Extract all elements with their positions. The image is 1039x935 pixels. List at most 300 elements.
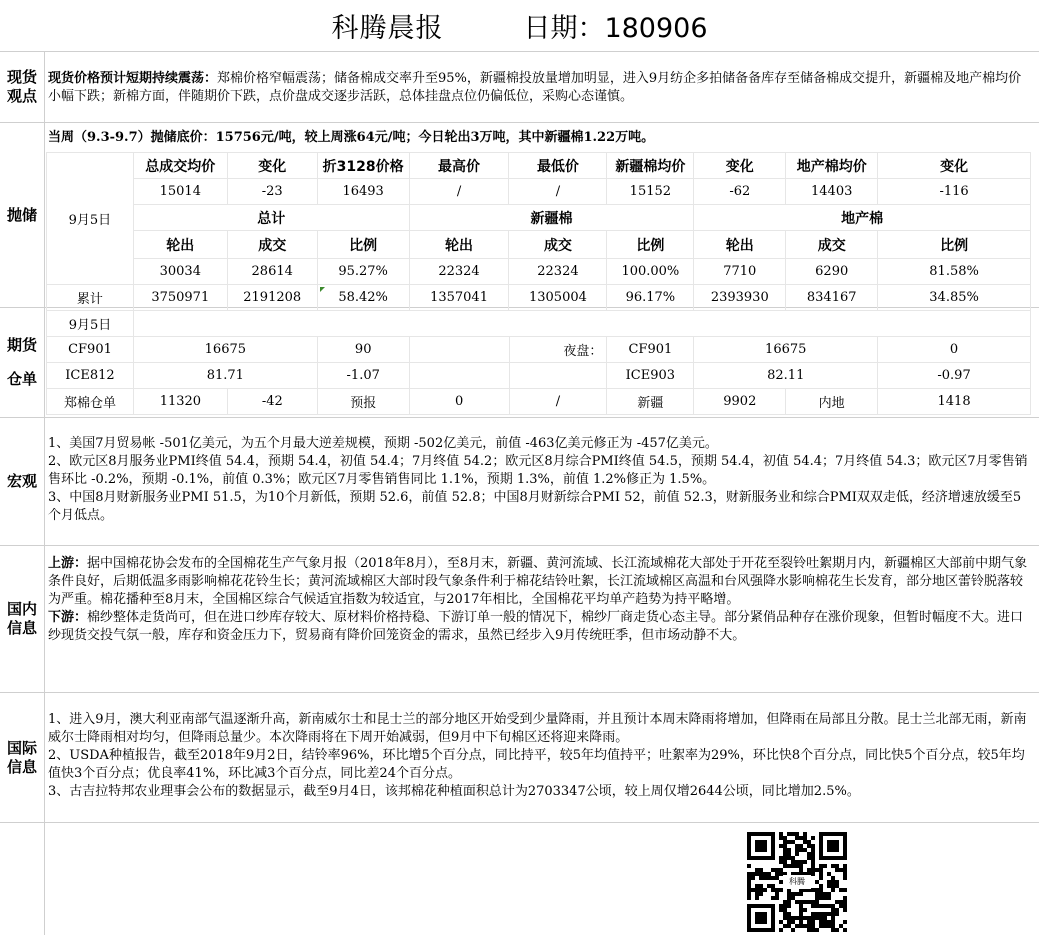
contract-name: CF901: [47, 337, 134, 363]
qr-module: [831, 884, 835, 888]
qr-module: [827, 924, 831, 928]
qr-module: [779, 860, 783, 864]
futures-table: [46, 310, 1031, 415]
qr-module: [747, 888, 751, 892]
qr-module: [823, 864, 827, 868]
sub-header: 比例: [878, 231, 1031, 259]
qr-module: [771, 868, 775, 872]
intl-label: 国际信息: [0, 693, 45, 822]
qr-module: [835, 868, 839, 872]
cum-value: 34.85%: [878, 285, 1031, 311]
qr-module: [843, 876, 847, 880]
qr-module: [803, 860, 807, 864]
cumulative-label: 累计: [47, 285, 134, 311]
qr-module: [799, 864, 803, 868]
contract-name: ICE812: [47, 363, 134, 389]
spot-section: [0, 52, 1039, 123]
contract-change: -0.97: [878, 363, 1031, 389]
night-label: 夜盘：: [509, 337, 607, 363]
reserve-section: [0, 123, 1039, 308]
qr-module: [843, 872, 847, 876]
futures-section: [0, 308, 1039, 418]
reserve-label: 抛储: [0, 123, 45, 307]
qr-module: [783, 852, 787, 856]
qr-module: [763, 872, 767, 876]
qr-module: [811, 864, 815, 868]
qr-module: [779, 928, 783, 932]
qr-module: [787, 892, 791, 896]
qr-module: [835, 912, 839, 916]
qr-module: [819, 924, 823, 928]
qr-module: [747, 872, 751, 876]
cum-value: 2191208: [227, 285, 317, 311]
qr-module: [819, 888, 823, 892]
qr-module: [783, 836, 787, 840]
qr-module: [815, 896, 819, 900]
qr-module: [747, 892, 751, 896]
qr-module: [815, 912, 819, 916]
qr-module: [843, 868, 847, 872]
qr-module: [787, 924, 791, 928]
qr-module: [795, 860, 799, 864]
price-value: -116: [878, 179, 1031, 205]
contract-price: 81.71: [133, 363, 317, 389]
macro-section: [0, 418, 1039, 546]
qr-module: [775, 896, 779, 900]
qr-module: [811, 852, 815, 856]
day-value: 7710: [694, 259, 786, 285]
qr-module: [843, 864, 847, 868]
contract-price: 16675: [133, 337, 317, 363]
qr-module: [807, 868, 811, 872]
qr-module: [835, 884, 839, 888]
macro-line: 3、中国8月财新服务业PMI 51.5，为10个月新低，预期 52.6，前值 52.8；中国8月财新综合PMI 52，前值 52.3，财新服务业和综合PMI双双走低，经济增速放缓至5个月低点。: [48, 490, 1022, 523]
qr-module: [779, 836, 783, 840]
cum-value: 3750971: [133, 285, 227, 311]
qr-module: [839, 924, 843, 928]
qr-module: [839, 900, 843, 904]
qr-module: [827, 920, 831, 924]
price-header: 变化: [227, 153, 317, 179]
qr-module: [791, 832, 795, 836]
qr-module: [819, 868, 823, 872]
report-title: 科腾晨报: [331, 13, 444, 44]
qr-module: [803, 908, 807, 912]
sub-header: 比例: [607, 231, 694, 259]
blank-cell: [133, 311, 1030, 337]
qr-module: [819, 892, 823, 896]
qr-module: [827, 896, 831, 900]
qr-module: [783, 844, 787, 848]
price-value: 16493: [317, 179, 409, 205]
qr-module: [811, 916, 815, 920]
qr-module: [815, 900, 819, 904]
day-value: 6290: [786, 259, 878, 285]
qr-finder: [827, 840, 839, 852]
qr-module: [791, 916, 795, 920]
qr-module: [799, 908, 803, 912]
qr-module: [807, 852, 811, 856]
receipt-cell: -42: [227, 389, 317, 415]
qr-module: [787, 856, 791, 860]
qr-module: [779, 920, 783, 924]
macro-label: 宏观: [0, 418, 45, 545]
qr-module: [799, 844, 803, 848]
qr-module: [771, 896, 775, 900]
qr-module: [803, 900, 807, 904]
qr-module: [807, 924, 811, 928]
qr-module: [791, 920, 795, 924]
qr-module: [827, 880, 831, 884]
price-value: -23: [227, 179, 317, 205]
qr-module: [795, 832, 799, 836]
qr-caption: 科腾: [783, 875, 811, 889]
price-value: /: [509, 179, 607, 205]
price-value: 15152: [607, 179, 694, 205]
qr-module: [751, 888, 755, 892]
receipt-cell: 预报: [317, 389, 409, 415]
upstream-paragraph: 上游：据中国棉花协会发布的全国棉花生产气象月报（2018年8月），至8月末，新疆、黄河流域、长江流域棉花大部处于开花至裂铃吐絮期月内，新疆棉区大部前中期气象条件良好，后期低温多雨影响棉花花铃生长；黄河流域棉区大部时段气象条件利于棉花结铃吐絮，长江流域棉区高温和台风强降水影响棉花生长发育，部分地区蕾铃脱落较为严重。棉花播种至8月末，全国棉区综合气候适宜指数为较适宜，与2017年相比，全国棉花平均单产趋势为持平略增。: [48, 556, 1028, 607]
qr-module: [799, 916, 803, 920]
qr-module: [815, 868, 819, 872]
qr-module: [755, 868, 759, 872]
qr-module: [843, 896, 847, 900]
qr-module: [775, 872, 779, 876]
qr-module: [799, 848, 803, 852]
qr-module: [775, 868, 779, 872]
qr-module: [787, 832, 791, 836]
qr-module: [815, 928, 819, 932]
qr-module: [807, 916, 811, 920]
contract-price: 16675: [694, 337, 878, 363]
qr-module: [823, 896, 827, 900]
qr-module: [807, 856, 811, 860]
contract-price: 82.11: [694, 363, 878, 389]
receipt-cell: 9902: [694, 389, 786, 415]
report-date: 日期：180906: [523, 13, 708, 44]
qr-module: [815, 892, 819, 896]
qr-module: [775, 888, 779, 892]
day-value: 22324: [509, 259, 607, 285]
futures-labels: [0, 308, 45, 417]
day-value: 30034: [133, 259, 227, 285]
qr-module: [759, 884, 763, 888]
contract-change: 0: [878, 337, 1031, 363]
price-value: /: [409, 179, 509, 205]
qr-module: [807, 840, 811, 844]
qr-module: [747, 876, 751, 880]
qr-module: [795, 900, 799, 904]
qr-module: [811, 860, 815, 864]
qr-module: [803, 916, 807, 920]
domestic-label: 国内信息: [0, 546, 45, 692]
qr-module: [763, 888, 767, 892]
qr-module: [787, 840, 791, 844]
sub-header: 比例: [317, 231, 409, 259]
qr-module: [827, 912, 831, 916]
qr-module: [811, 900, 815, 904]
qr-module: [823, 920, 827, 924]
qr-module: [795, 924, 799, 928]
qr-module: [803, 832, 807, 836]
qr-module: [787, 904, 791, 908]
receipt-cell: 新疆: [607, 389, 694, 415]
qr-module: [807, 928, 811, 932]
qr-module: [795, 836, 799, 840]
qr-module: [811, 872, 815, 876]
qr-module: [755, 888, 759, 892]
qr-module: [831, 904, 835, 908]
day-value: 81.58%: [878, 259, 1031, 285]
qr-module: [827, 884, 831, 888]
reserve-table: [46, 152, 1031, 311]
receipt-cell: 11320: [133, 389, 227, 415]
qr-module: [811, 920, 815, 924]
cum-value: 834167: [786, 285, 878, 311]
qr-module: [799, 892, 803, 896]
qr-module: [771, 884, 775, 888]
receipt-cell: 内地: [786, 389, 878, 415]
qr-module: [787, 852, 791, 856]
qr-module: [755, 896, 759, 900]
macro-line: 2、欧元区8月服务业PMI终值 54.4，预期 54.4，初值 54.4；7月终值 54.2；欧元区8月综合PMI终值 54.5，预期 54.4，初值 54.4；7月终值 54.3；欧元区7月零售销售环比 -0.2%，预期 -0.1%，前值 0.3%；欧元区7月零售销售同比 1.1%，预期 1.3%，前值 1.2%修正为 1.5%。: [48, 454, 1028, 487]
qr-module: [799, 904, 803, 908]
qr-module: [819, 916, 823, 920]
reserve-date: 9月5日: [47, 153, 134, 285]
qr-module: [795, 916, 799, 920]
qr-finder: [755, 840, 767, 852]
qr-module: [791, 856, 795, 860]
qr-module: [799, 860, 803, 864]
qr-module: [807, 844, 811, 848]
qr-module: [819, 920, 823, 924]
qr-module: [787, 916, 791, 920]
futures-label: 期货: [6, 335, 37, 354]
price-header: 变化: [694, 153, 786, 179]
qr-module: [795, 864, 799, 868]
receipt-label: 仓单: [6, 370, 37, 389]
qr-module: [763, 876, 767, 880]
footer-label-cell: [0, 823, 45, 935]
qr-module: [831, 924, 835, 928]
qr-module: [831, 916, 835, 920]
qr-module: [819, 876, 823, 880]
day-value: 22324: [409, 259, 509, 285]
qr-module: [823, 924, 827, 928]
qr-module: [811, 924, 815, 928]
sub-header: 轮出: [409, 231, 509, 259]
receipt-cell: 郑棉仓单: [47, 389, 134, 415]
qr-module: [779, 832, 783, 836]
qr-module: [771, 888, 775, 892]
qr-module: [779, 844, 783, 848]
domestic-text: [48, 555, 1031, 645]
qr-module: [831, 864, 835, 868]
qr-module: [747, 864, 751, 868]
qr-module: [835, 908, 839, 912]
qr-module: [811, 856, 815, 860]
macro-line: 1、美国7月贸易帐 -501亿美元，为五个月最大逆差规模，预期 -502亿美元，前值 -463亿美元修正为 -457亿美元。: [48, 436, 718, 451]
qr-module: [839, 868, 843, 872]
qr-module: [819, 884, 823, 888]
qr-module: [831, 880, 835, 884]
qr-module: [823, 916, 827, 920]
cum-value: 96.17%: [607, 285, 694, 311]
qr-module: [803, 840, 807, 844]
qr-module: [811, 836, 815, 840]
qr-module: [803, 848, 807, 852]
qr-module: [823, 892, 827, 896]
qr-module: [799, 924, 803, 928]
qr-module: [783, 904, 787, 908]
futures-date: 9月5日: [47, 311, 134, 337]
price-header: 折3128价格: [317, 153, 409, 179]
qr-module: [799, 912, 803, 916]
qr-module: [759, 868, 763, 872]
intl-text: [48, 711, 1031, 801]
qr-module: [811, 928, 815, 932]
contract-name: CF901: [607, 337, 694, 363]
qr-module: [747, 880, 751, 884]
qr-module: [747, 896, 751, 900]
intl-section: [0, 693, 1039, 823]
qr-module: [839, 888, 843, 892]
group-header: 地产棉: [694, 205, 1031, 231]
qr-module: [811, 844, 815, 848]
qr-module: [803, 924, 807, 928]
day-value: 95.27%: [317, 259, 409, 285]
qr-module: [843, 888, 847, 892]
qr-module: [783, 900, 787, 904]
qr-module: [759, 888, 763, 892]
receipt-cell: 1418: [878, 389, 1031, 415]
qr-module: [799, 868, 803, 872]
qr-module: [787, 920, 791, 924]
qr-module: [783, 856, 787, 860]
qr-module: [827, 904, 831, 908]
qr-module: [751, 876, 755, 880]
qr-module: [819, 904, 823, 908]
qr-module: [843, 928, 847, 932]
qr-module: [831, 908, 835, 912]
qr-module: [771, 876, 775, 880]
qr-module: [799, 920, 803, 924]
price-header: 最低价: [509, 153, 607, 179]
qr-module: [799, 900, 803, 904]
qr-module: [795, 852, 799, 856]
qr-module: [795, 892, 799, 896]
qr-module: [791, 892, 795, 896]
qr-module: [811, 904, 815, 908]
day-value: 28614: [227, 259, 317, 285]
spot-label: 现货观点: [0, 52, 45, 122]
qr-module: [831, 928, 835, 932]
qr-module: [759, 892, 763, 896]
intl-line: 3、古吉拉特邦农业理事会公布的数据显示，截至9月4日，该邦棉花种植面积总计为2703347公顷，较上周仅增2644公顷，同比增加2.5%。: [48, 784, 860, 799]
qr-module: [747, 884, 751, 888]
qr-module: [807, 900, 811, 904]
cum-value: 2393930: [694, 285, 786, 311]
qr-module: [791, 840, 795, 844]
qr-module: [831, 876, 835, 880]
qr-module: [779, 856, 783, 860]
qr-module: [787, 848, 791, 852]
price-header: 最高价: [409, 153, 509, 179]
qr-module: [803, 836, 807, 840]
qr-module: [767, 872, 771, 876]
qr-module: [767, 876, 771, 880]
reserve-summary: 当周（9.3-9.7）抛储底价：15756元/吨，较上周涨64元/吨；今日轮出3万吨，其中新疆棉1.22万吨。: [48, 130, 655, 145]
sub-header: 成交: [227, 231, 317, 259]
spot-text: 现货价格预计短期持续震荡：郑棉价格窄幅震荡；储备棉成交率升至95%，新疆棉投放量增加明显，进入9月纺企多拍储备备库存至储备棉成交提升，新疆棉及地产棉均价小幅下跌；新棉方面，伴随期价下跌，点价盘成交逐步活跃，总体挂盘点位仍偏低位，采购心态谨慎。: [48, 71, 1022, 104]
qr-module: [819, 912, 823, 916]
qr-module: [779, 908, 783, 912]
downstream-paragraph: 下游：棉纱整体走货尚可，但在进口纱库存较大、原材料价格持稳、下游订单一般的情况下，棉纱厂商走货心态主导。部分紧俏品种存在涨价现象，但暂时幅度不大。进口纱现货交投气氛一般，库存和资金压力下，贸易商有降价回笼资金的需求，虽然已经步入9月传统旺季，但市场动静不大。: [48, 610, 1024, 643]
qr-module: [815, 888, 819, 892]
qr-module: [839, 904, 843, 908]
sub-header: 成交: [509, 231, 607, 259]
qr-module: [783, 848, 787, 852]
qr-module: [835, 880, 839, 884]
qr-module: [835, 864, 839, 868]
qr-module: [831, 920, 835, 924]
qr-module: [787, 896, 791, 900]
qr-module: [791, 928, 795, 932]
footer: [0, 823, 1039, 935]
qr-module: [783, 924, 787, 928]
qr-module: [783, 916, 787, 920]
qr-module: [791, 860, 795, 864]
qr-module: [783, 840, 787, 844]
blank-cell: [409, 363, 509, 389]
qr-finder: [755, 912, 767, 924]
sub-header: 轮出: [694, 231, 786, 259]
qr-module: [807, 920, 811, 924]
cum-value: 1357041: [409, 285, 509, 311]
qr-module: [783, 912, 787, 916]
qr-module: [755, 884, 759, 888]
qr-module: [775, 876, 779, 880]
qr-module: [827, 892, 831, 896]
qr-module: [843, 920, 847, 924]
day-value: 100.00%: [607, 259, 694, 285]
qr-module: [767, 884, 771, 888]
cum-value: 58.42%: [317, 285, 409, 311]
qr-module: [775, 892, 779, 896]
price-header: 总成交均价: [133, 153, 227, 179]
qr-module: [843, 900, 847, 904]
qr-module: [751, 872, 755, 876]
price-value: 14403: [786, 179, 878, 205]
blank-cell: [409, 337, 509, 363]
qr-module: [779, 904, 783, 908]
qr-module: [795, 844, 799, 848]
blank-cell: [509, 363, 607, 389]
cum-value: 1305004: [509, 285, 607, 311]
sub-header: 成交: [786, 231, 878, 259]
domestic-section: [0, 546, 1039, 693]
qr-module: [811, 888, 815, 892]
qr-module: [755, 872, 759, 876]
qr-module: [843, 908, 847, 912]
qr-module: [831, 912, 835, 916]
qr-module: [835, 928, 839, 932]
intl-line: 1、进入9月，澳大利亚南部气温逐渐升高，新南威尔士和昆士兰的部分地区开始受到少量降雨，并且预计本周末降雨将增加，但降雨在局部且分散。昆士兰北部无雨，新南威尔士降雨相对均匀，但降雨总量少。本次降雨将在下周开始减弱，但9月中下旬棉区还将迎来降雨。: [48, 712, 1027, 745]
qr-module: [811, 912, 815, 916]
price-header: 新疆棉均价: [607, 153, 694, 179]
receipt-cell: /: [509, 389, 607, 415]
qr-module: [795, 848, 799, 852]
